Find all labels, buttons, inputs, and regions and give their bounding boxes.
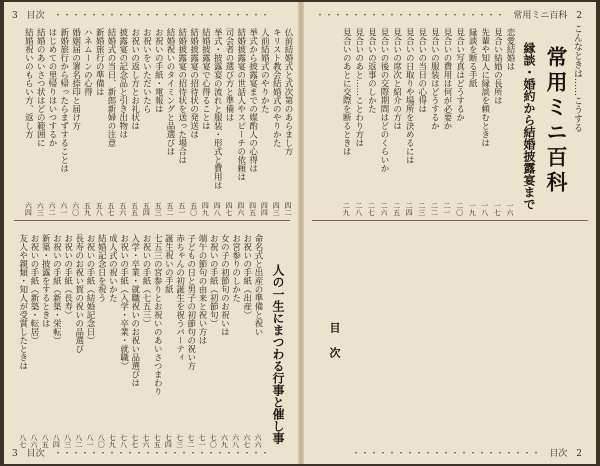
toc-entry: 結婚記念日を祝う [96, 234, 107, 302]
toc-page-number: 一八 [480, 202, 489, 216]
toc-entry: 結婚祝いのもらい方、返し方 [23, 28, 34, 139]
toc-page-number: 二五 [392, 202, 401, 216]
toc-page-number: 一七 [493, 202, 502, 216]
toc-page-number: 四五 [248, 202, 257, 216]
right-header-label: 常用ミニ百科 [513, 11, 568, 21]
toc-entry: 見合いの日取りや場所を決めるには [404, 28, 415, 164]
left-header-label: 目次 [26, 11, 45, 21]
toc-entry: 見合いのあと……ことわり方は [353, 28, 364, 147]
toc-page-number: 五九 [83, 202, 92, 216]
left-footer-page: 3 [12, 449, 18, 459]
toc-page-number: 一六 [506, 202, 514, 216]
footer-dot-leader: ・・・・・・・・・・・・・・・・・・・・・・・・ [53, 449, 270, 459]
toc-entry: 結婚披露宴で心得ることは [200, 28, 211, 130]
toc-page-number: 六八 [231, 434, 240, 448]
engagement-section-title: 縁談・婚約から結婚披露宴まで [522, 42, 536, 210]
toc-entry: 誕生祝いの手紙 [163, 234, 174, 294]
toc-entry: 新婚旅行から帰ったらまずすることは [58, 28, 69, 173]
toc-entry: 新築・披露をするときは [40, 234, 51, 328]
toc-page-number: 六三 [36, 202, 45, 216]
toc-entry: 恋愛結婚は [505, 28, 515, 71]
right-page-number: 2 [576, 11, 582, 21]
toc-entry: 司会者の選び方と準備は [224, 28, 234, 122]
toc-entry: 新婚旅行の準備は [94, 28, 105, 96]
toc-page-number: 六〇 [71, 202, 80, 216]
toc-entry: 婚姻届の署名捺印と届け方 [70, 28, 81, 130]
toc-entry: 仏前結婚式と式次第のあらまし方 [283, 28, 293, 156]
toc-page-number: 七七 [130, 434, 139, 448]
toc-entry: 結婚披露宴の招待状を送った場合は [176, 28, 187, 164]
toc-page-number: 四六 [236, 202, 245, 216]
toc-entry: お祝いの手紙（七五三） [141, 234, 151, 328]
intro-line: こんなときは……こうする [572, 24, 582, 132]
toc-page-number: 八五 [41, 434, 50, 448]
toc-entry: 友人や親類・知人が受賞したときは [17, 234, 28, 370]
toc-entry: 結婚祝いのタイミングと品選びは [165, 28, 175, 156]
toc-entry: 見合いの服装はどうするか [429, 28, 440, 130]
toc-page-number: 八二 [74, 434, 83, 448]
toc-entry: 挙式から披露宴までの媒酌人の心得は [247, 28, 258, 173]
toc-entry: 縁談を断る手紙 [467, 28, 478, 88]
toc-page-number: 五六 [118, 202, 127, 216]
left-header [12, 8, 276, 21]
toc-page-number: 四三 [272, 202, 281, 216]
toc-entry: 入学・卒業・就職祝いのお祝い品選びは [129, 234, 140, 387]
toc-page-number: 二一 [443, 202, 451, 216]
toc-page-number: 五七 [107, 202, 115, 216]
toc-title: 目次 [328, 322, 341, 372]
toc-page-number: 六二 [48, 202, 56, 216]
left-divider [14, 220, 290, 221]
toc-entry: お祝いの手紙（入学・卒業・就職） [118, 234, 129, 370]
toc-page-number: 五一 [177, 202, 186, 216]
toc-entry: お祝いの手紙（出産） [241, 234, 252, 319]
toc-page-number: 八四 [52, 434, 61, 448]
toc-page-number: 七八 [119, 434, 128, 448]
left-footer [12, 446, 276, 459]
toc-page-number: 四二 [284, 202, 292, 216]
toc-page-number: 五八 [95, 202, 104, 216]
toc-page-number: 二八 [354, 202, 363, 216]
toc-page-number: 七〇 [209, 434, 218, 448]
toc-entry: 結婚披露宴の世話人やスピーチの依頼は [235, 28, 246, 181]
toc-page-number: 六七 [242, 434, 251, 448]
toc-entry: 女の子の初節句のお祝いは [219, 234, 230, 336]
toc-page-number: 六六 [254, 434, 262, 448]
toc-page-number: 八一 [86, 434, 94, 448]
toc-entry: お祝いの手紙（初節句） [208, 234, 219, 328]
toc-page-number: 一九 [468, 202, 477, 216]
toc-entry: お祝いの手紙（新築・栄転） [51, 234, 62, 345]
toc-entry: 披露宴の記念品と引き出物は [117, 28, 128, 139]
toc-entry: 見合いの席次と紹介の方は [391, 28, 402, 130]
toc-page-number: 八七 [18, 434, 27, 448]
toc-page-number: 六一 [59, 202, 68, 216]
toc-page-number: 四四 [260, 202, 269, 216]
book-title: 常用ミニ百科 [544, 46, 568, 196]
toc-entry: 見合いの費用は何が必要か [442, 28, 452, 130]
footer-dot-leader: ・・・・・・・・・・・・・・・・・・・・・ [351, 449, 541, 459]
right-divider [312, 220, 588, 221]
toc-entry: 見合い結婚の長所は [492, 28, 503, 105]
toc-page-number: 五五 [130, 202, 139, 216]
toc-entry: お祝いの手紙（新築・転居） [29, 234, 39, 345]
toc-entry: 見合い写真はどうするか [454, 28, 465, 122]
toc-entry: ハネムーンの心得 [82, 28, 93, 96]
toc-page-number: 七四 [164, 434, 173, 448]
toc-entry: お祝いをいただいたら [141, 28, 152, 113]
toc-entry: 子どもの日と男子の初節句の祝い方 [185, 234, 196, 370]
toc-page-number: 八〇 [97, 434, 106, 448]
toc-entry: 長寿のお祝い賀の祝いの品選び [73, 234, 84, 353]
toc-page-number: 七六 [142, 434, 150, 448]
toc-entry: 見合いの後の交際期間はどのくらいか [379, 28, 389, 173]
right-page [304, 2, 596, 464]
toc-page-number: 二七 [367, 202, 376, 216]
right-footer-label: 目次 [549, 449, 568, 459]
toc-page-number: 七五 [153, 434, 162, 448]
toc-page-number: 六九 [220, 434, 229, 448]
left-page [4, 2, 298, 464]
toc-page-number: 七三 [175, 434, 184, 448]
toc-entry: 結婚披露宴の招待状の発送は [188, 28, 199, 139]
toc-entry: 見合いの返事のしかた [366, 28, 377, 113]
toc-page-number: 二六 [380, 202, 388, 216]
book-spread [4, 2, 596, 464]
toc-page-number: 二三 [417, 202, 426, 216]
toc-page-number: 五〇 [189, 202, 198, 216]
toc-page-number: 七一 [198, 434, 206, 448]
header-dot-leader: ・・・・・・・・・・・・・・・・・・・・・・・・ [53, 11, 270, 21]
toc-entry: 結婚のあいさつ状はどの範囲に [35, 28, 46, 147]
toc-entry: キリスト教会結婚式のやりかた [271, 28, 282, 147]
toc-entry: 見合いのあとに交際を断るときは [341, 28, 352, 156]
toc-page-number: 七二 [186, 434, 195, 448]
right-footer [351, 446, 588, 459]
toc-entry: お祝いの返し方とお礼状は [129, 28, 140, 130]
toc-entry: お宮参りのしかた [230, 234, 241, 302]
toc-page-number: 六四 [24, 202, 33, 216]
right-footer-page: 2 [576, 449, 582, 459]
toc-page-number: 七九 [108, 434, 117, 448]
toc-page-number: 四八 [213, 202, 222, 216]
toc-page-number: 五三 [154, 202, 163, 216]
toc-entry: お祝いの手紙（長寿） [62, 234, 73, 319]
life-events-section-title: 人の一生にまつわる行事と催し事 [271, 264, 285, 444]
toc-entry: 赤ちゃんの初誕生を祝うパーティ [174, 234, 185, 362]
toc-page-number: 八六 [30, 434, 38, 448]
toc-page-number: 五四 [142, 202, 151, 216]
toc-entry: 人前結婚式のやりかた [259, 28, 270, 113]
toc-entry: はじめての里帰りはいつするか [47, 28, 57, 147]
toc-entry: 挙式・披露宴の流れと服装・形式と費用は [212, 28, 223, 190]
toc-entry: 結婚式の当日、新郎新婦の注意 [106, 28, 116, 147]
toc-page-number: 四九 [201, 202, 210, 216]
toc-page-number: 四七 [225, 202, 233, 216]
toc-page-number: 八三 [63, 434, 72, 448]
header-dot-leader: ・・・・・・・・・・・・・・・・・・・・・ [315, 11, 505, 21]
toc-page-number: 五二 [166, 202, 174, 216]
toc-entry: 成人式の祝いかた [107, 234, 118, 302]
toc-page-number: 二〇 [455, 202, 464, 216]
toc-entry: お祝いの手紙・電報は [153, 28, 164, 113]
toc-entry: 先輩や知人に縁談を頼むときは [479, 28, 490, 147]
toc-entry: お祝いの手紙（結婚記念日） [85, 234, 95, 345]
toc-page-number: 二九 [342, 202, 351, 216]
toc-entry: 命名式と出産の準備と祝い [253, 234, 263, 336]
toc-entry: 七五三の宮参りとお祝いのあいさつまわり [152, 234, 163, 396]
left-page-number: 3 [12, 11, 18, 21]
right-header [315, 8, 588, 21]
toc-entry: 見合いの当日の心得は [416, 28, 427, 113]
toc-page-number: 二四 [405, 202, 414, 216]
left-footer-label: 目次 [26, 449, 45, 459]
toc-page-number: 二二 [430, 202, 439, 216]
toc-entry: 端午の節句の由来と祝い方は [197, 234, 207, 345]
